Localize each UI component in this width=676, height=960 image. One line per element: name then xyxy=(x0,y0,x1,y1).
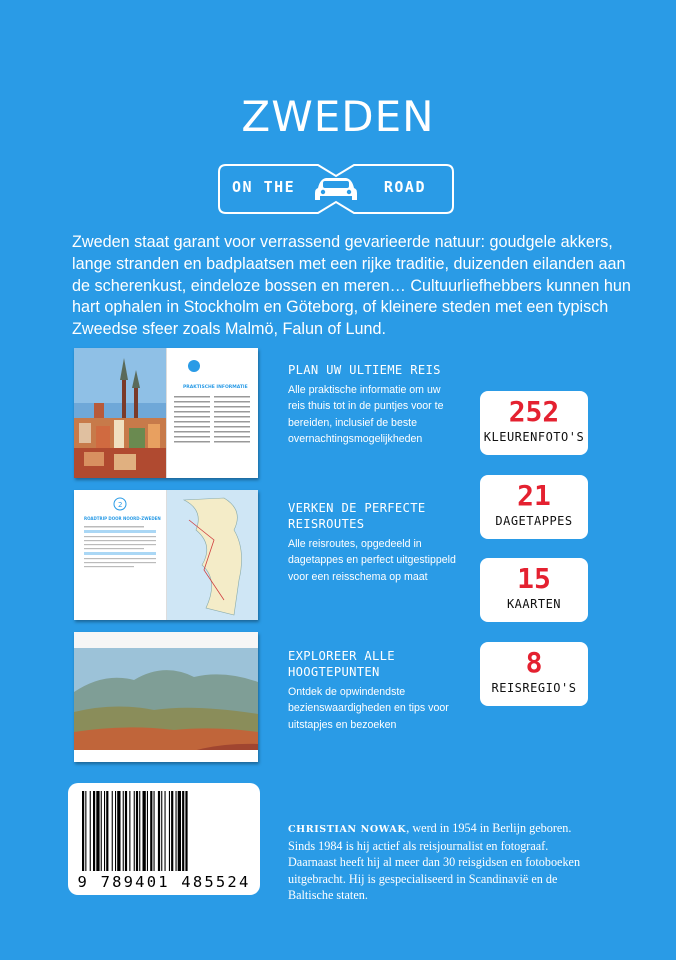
stat-stages-value: 21 xyxy=(517,479,551,512)
barcode-bar xyxy=(117,791,120,871)
author-name: CHRISTIAN NOWAK xyxy=(288,824,407,835)
feature-plan xyxy=(288,362,458,448)
feature-routes-title: VERKEN DE PERFECTE REISROUTES xyxy=(288,501,426,531)
feature-highlights-title: EXPLOREER ALLE HOOGTEPUNTEN xyxy=(288,649,395,679)
barcode-bar xyxy=(134,791,135,871)
car-icon xyxy=(315,178,357,200)
barcode-bar xyxy=(123,791,124,871)
feature-plan-text: Alle praktische informatie om uw reis thuis tot in de puntjes voor te bereiden, inclusief de beste overnachtingsmogelijkheden xyxy=(288,384,444,446)
stat-regions xyxy=(480,642,588,706)
barcode-bar xyxy=(129,791,130,871)
barcode-bar xyxy=(165,791,166,871)
thumbnail-routes xyxy=(74,490,258,620)
intro-text: Zweden staat garant voor verrassend gevarieerde natuur: goudgele akkers, lange stranden en badplaatsen met een rijke traditie, duizenden eilanden aan de scherenkust, eindeloze bossen en meren… Cultuurliefhebbers kunnen hun hart ophalen in Stockholm en Göteborg, of kleinere steden met een typisch Zweedse sfeer zoals Malmö, Falun of Lund. xyxy=(72,233,631,339)
barcode-bar xyxy=(85,791,86,871)
author-bio-text: , werd in 1954 in Berlijn geboren. Sinds 1984 is hij actief als reisjournalist en fotograaf. Daarnaast heeft hij al meer dan 30 reisgidsen en fotoboeken uitgebracht. Hij is gespecialiseerd in Scandinavië en de Baltische staten. xyxy=(288,821,581,902)
barcode xyxy=(68,783,260,895)
author-bio xyxy=(288,820,588,903)
barcode-bar xyxy=(182,791,184,871)
feature-routes-text: Alle reisroutes, opgedeeld in dagetappes en perfect uitgestippeld voor een reisschema op maat xyxy=(288,538,456,583)
barcode-bar xyxy=(101,791,102,871)
barcode-bar xyxy=(147,791,148,871)
barcode-bar xyxy=(169,791,170,871)
thumb2-number: 2 xyxy=(118,501,123,509)
book-title: ZWEDEN xyxy=(241,92,435,141)
barcode-bar xyxy=(185,791,187,871)
barcode-bar xyxy=(139,791,140,871)
thumbnail-practical-info xyxy=(74,348,258,478)
badge-left-text: ON THE xyxy=(232,178,296,196)
barcode-bar xyxy=(143,791,146,871)
barcode-bar xyxy=(150,791,152,871)
barcode-bar xyxy=(93,791,95,871)
barcode-bar xyxy=(115,791,116,871)
barcode-bar xyxy=(136,791,138,871)
badge-right-text: ROAD xyxy=(383,178,426,196)
stat-regions-label: REISREGIO'S xyxy=(491,681,577,695)
on-the-road-badge xyxy=(218,164,454,214)
barcode-bars xyxy=(80,791,248,871)
stat-maps-value: 15 xyxy=(517,562,551,595)
stat-photos xyxy=(480,391,588,455)
barcode-bar xyxy=(125,791,127,871)
barcode-bar xyxy=(154,791,155,871)
barcode-bar xyxy=(158,791,160,871)
barcode-bar xyxy=(112,791,113,871)
stat-maps xyxy=(480,558,588,622)
barcode-bar xyxy=(96,791,99,871)
feature-highlights xyxy=(288,648,458,733)
thumb2-heading: ROADTRIP DOOR NOORD-ZWEDEN xyxy=(84,516,161,521)
barcode-bar xyxy=(161,791,162,871)
thumb1-heading: PRAKTISCHE INFORMATIE xyxy=(183,385,248,390)
barcode-bar xyxy=(171,791,173,871)
stat-photos-value: 252 xyxy=(508,395,560,428)
stat-stages xyxy=(480,475,588,539)
barcode-bar xyxy=(104,791,105,871)
barcode-bar xyxy=(176,791,177,871)
feature-plan-title: PLAN UW ULTIEME REIS xyxy=(288,363,441,377)
barcode-number: 9 789401 485524 xyxy=(77,873,251,891)
stat-regions-value: 8 xyxy=(525,646,543,679)
thumbnail-highlights xyxy=(74,632,258,762)
barcode-bar xyxy=(178,791,181,871)
barcode-bar xyxy=(82,791,84,871)
barcode-bar xyxy=(106,791,108,871)
feature-highlights-text: Ontdek de opwindendste bezienswaardigheden en tips voor uitstapjes en bezoeken xyxy=(288,686,449,731)
feature-routes xyxy=(288,500,458,585)
stat-maps-label: KAARTEN xyxy=(506,597,562,611)
barcode-bar xyxy=(90,791,91,871)
stat-stages-label: DAGETAPPES xyxy=(495,514,573,528)
stat-photos-label: KLEURENFOTO'S xyxy=(483,430,585,444)
